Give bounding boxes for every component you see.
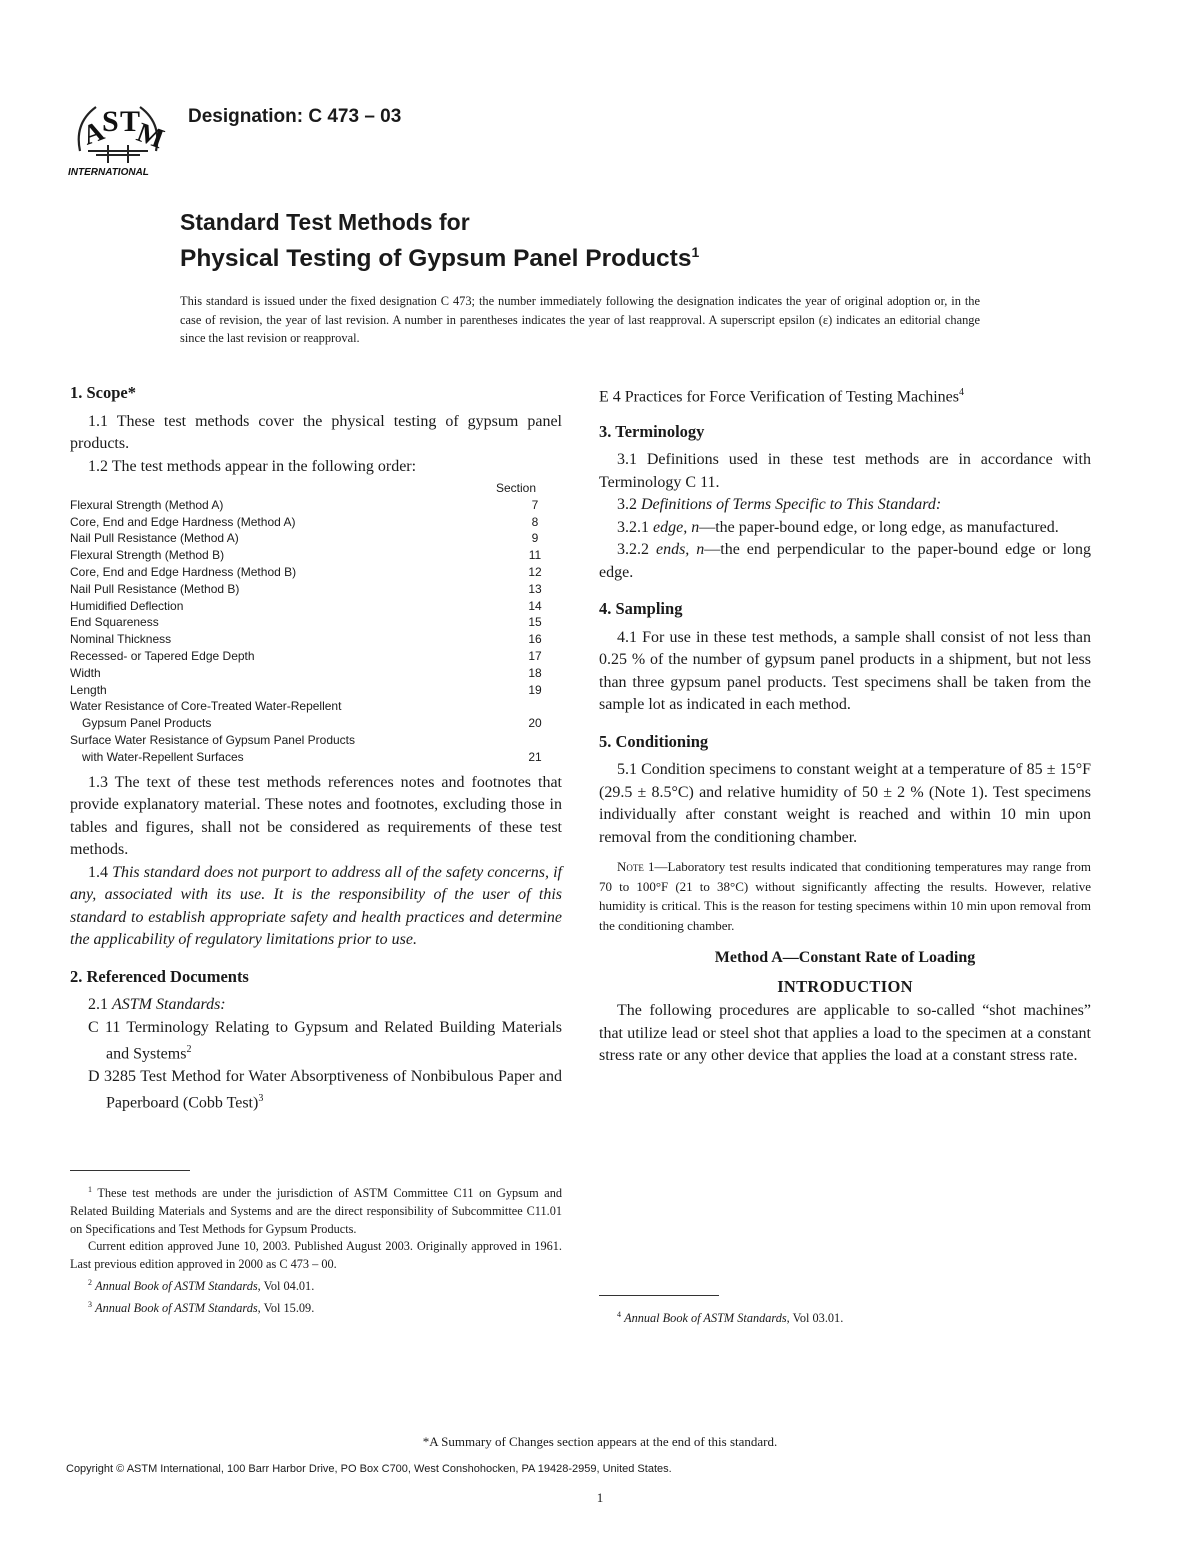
copyright: Copyright © ASTM International, 100 Barr Harbor Drive, PO Box C700, West Conshohocken, PA 19428-2959, United States. xyxy=(66,1463,672,1475)
svg-text:INTERNATIONAL: INTERNATIONAL xyxy=(68,167,149,177)
toc-header: Section xyxy=(495,481,536,495)
section-heading-referenced-documents: 2. Referenced Documents xyxy=(70,966,249,986)
note-1: Note 1—Laboratory test results indicated that conditioning temperatures may range from 70 to 100°F (21 to 38°C) without significantly affecting the results. However, relative humidity is critical. This is the reason for testing specimens within 10 min upon removal from the conditioning chamber. xyxy=(599,859,1091,933)
section-heading-sampling: 4. Sampling xyxy=(599,599,683,619)
footnote-2: $^2$ Annual Book of ASTM Standards, Vol 04.01. xyxy=(88,1278,315,1294)
toc-rows xyxy=(70,497,562,699)
para-5-1: 5.1 Condition specimens to constant weight at a temperature of 85 ± 15°F (29.5 ± 8.5°C) and relative humidity of 50 ± 2 % (Note 1). Test specimens individually after constant weight is reached and within 10 min upon removal from the conditioning chamber. xyxy=(599,761,1091,846)
summary-of-changes-note: *A Summary of Changes section appears at the end of this standard. xyxy=(422,1434,778,1449)
designation-notice: This standard is issued under the fixed designation C 473; the number immediately following the designation indicates the year of original adoption or, in the case of revision, the year of last revision. A number in parentheses indicates the year of last reapproval. A superscript epsilon (ε) indicates an editorial change since the last revision or reapproval. xyxy=(180,294,980,345)
method-a-heading: Method A—Constant Rate of Loading xyxy=(714,949,976,967)
footnote-rule-left xyxy=(70,1170,190,1171)
para-3-2-2: 3.2.2 ends, n—the end perpendicular to the paper-bound edge or long edge. xyxy=(599,541,1092,581)
toc-section-number: 14 xyxy=(528,598,542,613)
para-2-1: 2.1 ASTM Standards: xyxy=(88,996,226,1014)
title-line-2: Physical Testing of Gypsum Panel Products$^1$ xyxy=(180,244,700,273)
para-1-3: 1.3 The text of these test methods references notes and footnotes that provide explanatory material. These notes and footnotes, excluding those in tables and figures, shall not be considered as requirements of these test methods. xyxy=(70,773,562,859)
toc-label: Width xyxy=(70,665,101,680)
toc-row xyxy=(70,631,562,648)
toc-row xyxy=(70,564,562,581)
introduction-heading: INTRODUCTION xyxy=(777,976,913,996)
toc-section-number: 7 xyxy=(531,497,539,512)
toc-label: Core, End and Edge Hardness (Method A) xyxy=(70,514,296,529)
toc-label: End Squareness xyxy=(70,615,159,630)
toc-label: Length xyxy=(70,682,107,697)
para-3-1: 3.1 Definitions used in these test methods are in accordance with Terminology C 11. xyxy=(599,451,1091,491)
method-order-table xyxy=(70,480,562,766)
para-3-2: 3.2 Definitions of Terms Specific to This Standard: xyxy=(617,496,942,514)
svg-text:S: S xyxy=(102,105,119,138)
footnote-4: $^4$ Annual Book of ASTM Standards, Vol 03.01. xyxy=(617,1310,844,1326)
toc-section-number: 13 xyxy=(528,581,542,596)
toc-row xyxy=(70,614,562,631)
section-heading-conditioning: 5. Conditioning xyxy=(599,731,709,751)
para-1-4: 1.4 This standard does not purport to address all of the safety concerns, if any, associated with its use. It is the responsibility of the user of this standard to establish appropriate safety and health practices and determine the applicability of regulatory limitations prior to use. xyxy=(70,863,563,949)
introduction-text: The following procedures are applicable to so-called “shot machines” that utilize lead or steel shot that applies a load to the specimen at a constant stress rate or any other device that applies the load at a constant stress rate. xyxy=(599,1002,1091,1065)
toc-section-number: 16 xyxy=(528,632,542,647)
toc-row xyxy=(70,547,562,564)
toc-row-water-resistance: Water Resistance of Core-Treated Water-Repellent Gypsum Panel Products 20 xyxy=(70,699,542,731)
toc-label: Recessed- or Tapered Edge Depth xyxy=(70,648,255,663)
document-title xyxy=(180,207,699,274)
footnote-1b: Current edition approved June 10, 2003. Published August 2003. Originally approved in 1961. Last previous edition approved in 2000 as C 473 – 00. xyxy=(70,1239,562,1272)
toc-row xyxy=(70,581,562,598)
toc-section-number: 18 xyxy=(528,665,542,680)
ref-c11: C 11 Terminology Relating to Gypsum and Related Building Materials and Systems$^2$ xyxy=(88,1018,562,1063)
para-1-2: 1.2 The test methods appear in the following order: xyxy=(88,457,417,475)
toc-row xyxy=(70,682,562,699)
para-1-1: 1.1 These test methods cover the physical testing of gypsum panel products. xyxy=(70,412,562,452)
toc-section-number: 9 xyxy=(531,531,539,546)
title-line-1: Standard Test Methods for xyxy=(180,209,470,235)
astm-logo xyxy=(66,93,170,177)
toc-row-surface-water: Surface Water Resistance of Gypsum Panel Products with Water-Repellent Surfaces 21 xyxy=(70,732,542,764)
footnote-3: $^3$ Annual Book of ASTM Standards, Vol 15.09. xyxy=(88,1299,315,1316)
toc-row xyxy=(70,497,562,514)
toc-section-number: 17 xyxy=(528,648,542,663)
ref-e4: E 4 Practices for Force Verification of Testing Machines$^4$ xyxy=(599,387,964,406)
toc-section-number: 19 xyxy=(528,682,542,697)
toc-label: Nail Pull Resistance (Method A) xyxy=(70,531,239,546)
toc-row xyxy=(70,514,562,531)
toc-label: Nominal Thickness xyxy=(70,632,172,647)
toc-section-number: 11 xyxy=(528,548,542,563)
left-column xyxy=(70,382,562,1115)
toc-label: Humidified Deflection xyxy=(70,598,184,613)
para-3-2-1: 3.2.1 edge, n—the paper-bound edge, or long edge, as manufactured. xyxy=(617,518,1059,536)
footnotes-right xyxy=(599,1306,1091,1328)
footnotes-left xyxy=(70,1181,562,1318)
designation: Designation: C 473 – 03 xyxy=(188,106,402,127)
toc-row xyxy=(70,530,562,547)
ref-d3285: D 3285 Test Method for Water Absorptiveness of Nonbibulous Paper and Paperboard (Cobb Test)$^3$ xyxy=(88,1067,562,1112)
toc-label: Flexural Strength (Method B) xyxy=(70,548,225,563)
svg-text:T: T xyxy=(120,105,141,138)
toc-section-number: 12 xyxy=(528,564,542,579)
svg-text:A: A xyxy=(78,115,109,152)
para-4-1: 4.1 For use in these test methods, a sample shall consist of not less than 0.25 % of the number of gypsum panel products in a shipment, but not less than three gypsum panel products. Test specimens shall be taken from the sample lot as indicated in each method. xyxy=(599,628,1091,714)
toc-section-number: 15 xyxy=(528,615,542,630)
toc-label: Flexural Strength (Method A) xyxy=(70,497,224,512)
toc-row xyxy=(70,598,562,615)
footnote-rule-right xyxy=(599,1295,719,1296)
toc-label: Core, End and Edge Hardness (Method B) xyxy=(70,564,297,579)
section-heading-terminology: 3. Terminology xyxy=(599,421,705,441)
section-heading-scope: 1. Scope* xyxy=(70,383,136,402)
page-number: 1 xyxy=(596,1490,604,1505)
toc-label: Nail Pull Resistance (Method B) xyxy=(70,581,240,596)
toc-row xyxy=(70,665,562,682)
right-column xyxy=(599,382,1091,1068)
toc-section-number: 8 xyxy=(531,514,539,529)
footnote-1: $^1$ These test methods are under the jurisdiction of ASTM Committee C11 on Gypsum and Related Building Materials and Systems and are the direct responsibility of Subcommittee C11.01 on Specifications and Test Methods for Gypsum Products. xyxy=(70,1185,562,1236)
toc-row xyxy=(70,648,562,665)
svg-text:M: M xyxy=(132,117,169,156)
